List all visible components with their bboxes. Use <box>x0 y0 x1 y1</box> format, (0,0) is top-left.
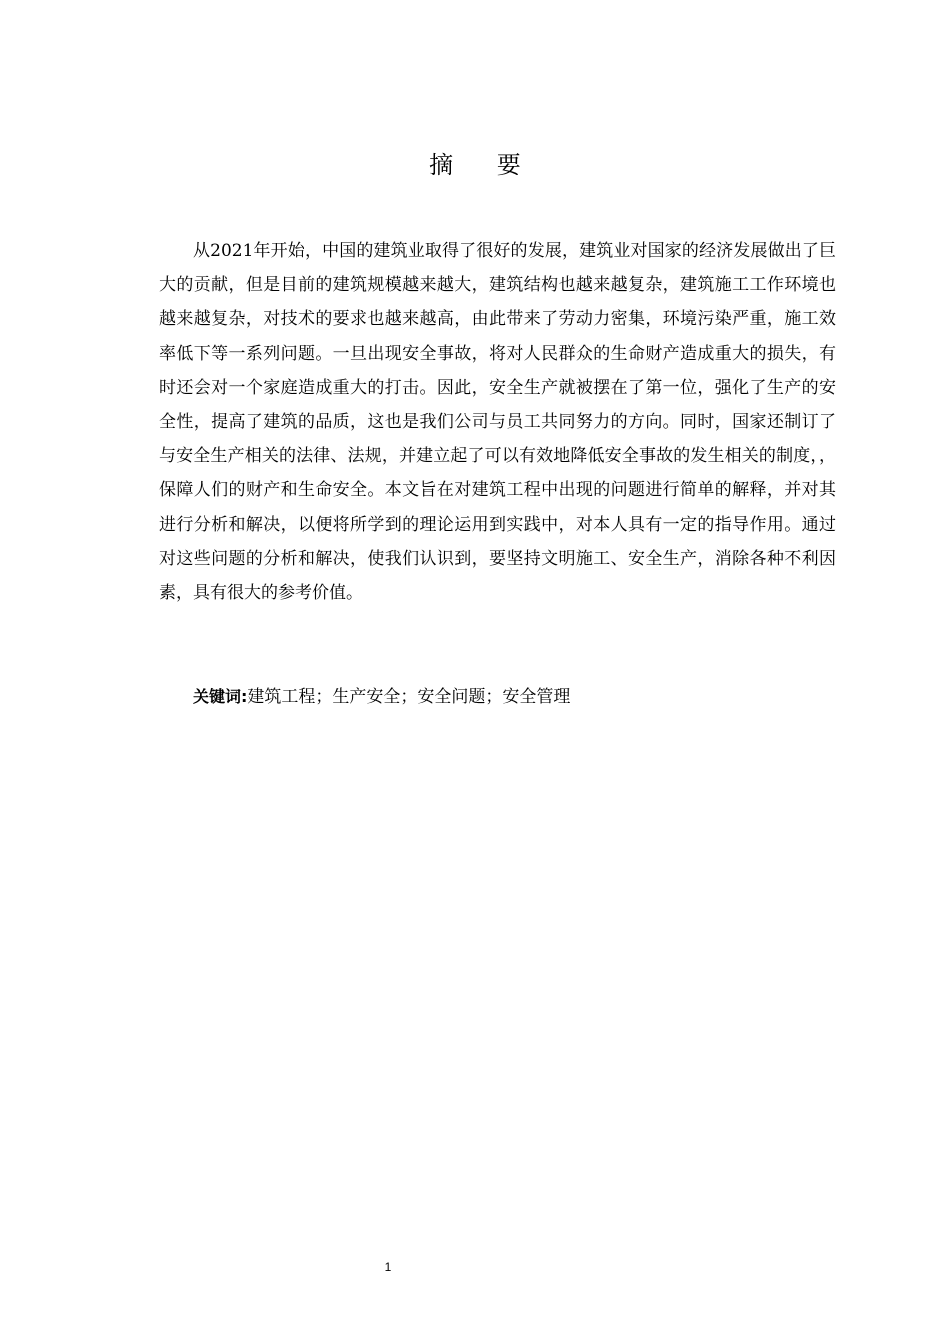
abstract-body: 从2021年开始，中国的建筑业取得了很好的发展，建筑业对国家的经济发展做出了巨大的贡献，但是目前的建筑规模越来越大，建筑结构也越来越复杂，建筑施工工作环境也越来越复杂，对技术的要求也越来越高，由此带来了劳动力密集，环境污染严重，施工效率低下等一系列问题。一旦出现安全事故，将对人民群众的生命财产造成重大的损失，有时还会对一个家庭造成重大的打击。因此，安全生产就被摆在了第一位，强化了生产的安全性，提高了建筑的品质，这也是我们公司与员工共同努力的方向。同时，国家还制订了与安全生产相关的法律、法规，并建立起了可以有效地降低安全事故的发生相关的制度，，保障人们的财产和生命安全。本文旨在对建筑工程中出现的问题进行简单的解释，并对其进行分析和解决，以便将所学到的理论运用到实践中，对本人具有一定的指导作用。通过对这些问题的分析和解决，使我们认识到，要坚持文明施工、安全生产，消除各种不利因素，具有很大的参考价值。 <box>159 241 836 604</box>
keywords-label: 关键词: <box>193 687 248 706</box>
page-number: 1 <box>384 1260 392 1274</box>
keywords-list: 建筑工程；生产安全；安全问题；安全管理 <box>247 687 571 707</box>
abstract-title: 摘 要 <box>429 151 539 179</box>
keywords-line <box>193 682 833 712</box>
